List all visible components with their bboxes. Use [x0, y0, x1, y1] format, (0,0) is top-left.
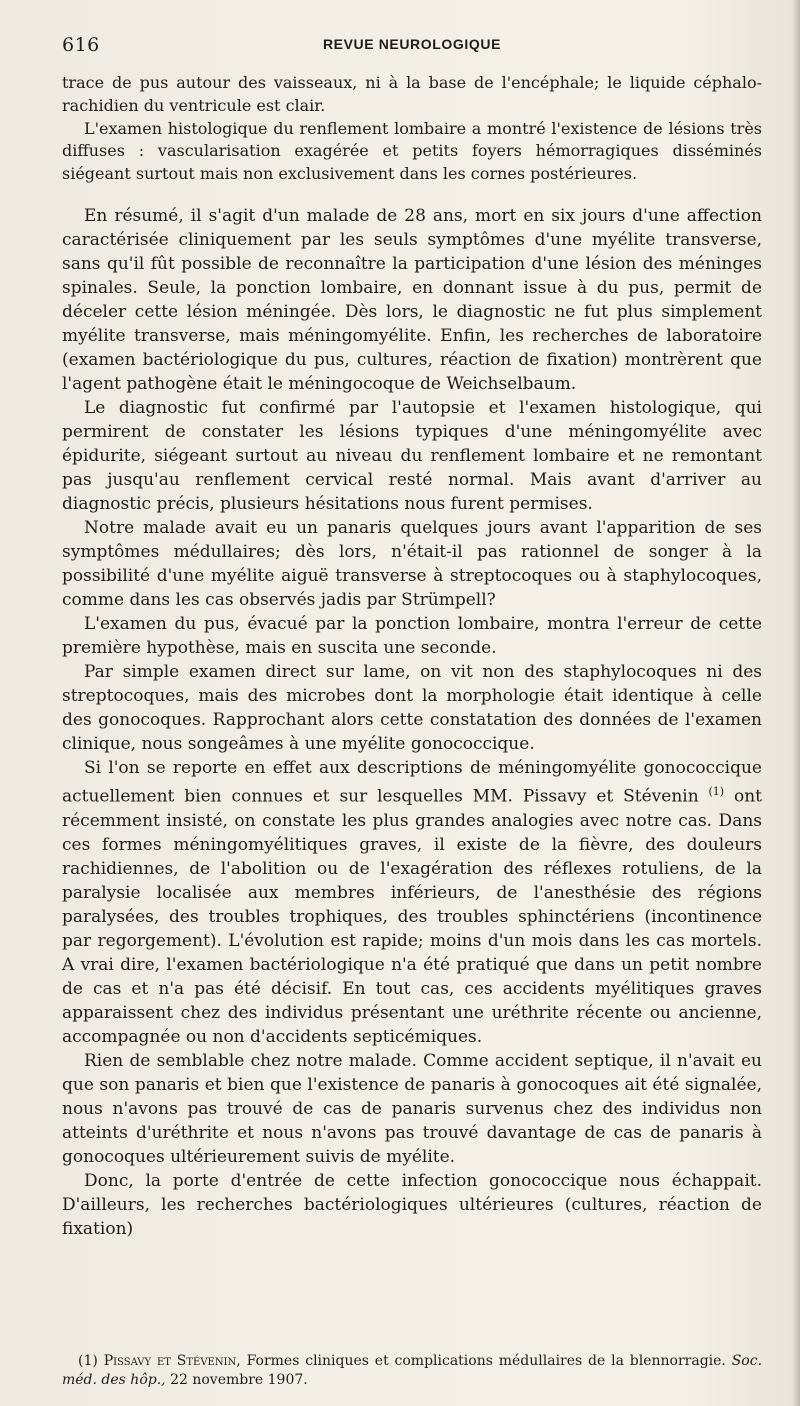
paragraph-gonococcal-end: ont récemment insisté, on constate les plus grandes analogies avec notre cas. Dans ces formes méningomyélitiques graves, il existe de la fièvre, des douleurs rachidiennes, de l'abolition ou de l'exagération des réflexes rotuliens, de la paralysie localisée aux membres inférieurs, de l'anesthésie des régions paralysées, des troubles trophiques, des troubles sphinctériens (incontinence par regorgement). L'évolution est rapide; moins d'un mois dans les cas mortels. A vrai dire, l'examen bactériologique n'a été pratiqué que dans un petit nombre de cas et n'a pas été décisif. En tout cas, ces accidents myélitiques graves apparaissent chez des individus présentant une uréthrite récente ou ancienne, accompagnée ou non d'accidents septicémiques.: [62, 786, 762, 1047]
paragraph-1: trace de pus autour des vaisseaux, ni à la base de l'encéphale; le liquide céphalo-rachidien du ventricule est clair.: [62, 73, 762, 115]
paragraph-pus-exam: L'examen du pus, évacué par la ponction lombaire, montra l'erreur de cette première hypothèse, mais en suscita une seconde.: [62, 613, 762, 658]
page-header: [62, 34, 762, 58]
footnote-authors: Pissavy et Stévenin,: [103, 1353, 241, 1369]
footnote-title: Formes cliniques et complications médullaires de la blennorragie.: [240, 1353, 726, 1369]
footnote-marker: (1): [78, 1353, 98, 1369]
running-head: REVUE NEUROLOGIQUE: [322, 36, 502, 52]
paragraph-diagnosis: Le diagnostic fut confirmé par l'autopsie et l'examen histologique, qui permirent de constater les lésions typiques d'une méningomyélite avec épidurite, siégeant surtout au niveau du renflement lombaire et ne remontant pas jusqu'au renflement cervical resté normal. Mais avant d'arriver au diagnostic précis, plusieurs hésitations nous furent permises.: [62, 397, 762, 514]
article-body: [62, 72, 762, 1241]
footnote: [62, 1352, 762, 1390]
footnote-reference: (1): [708, 784, 725, 798]
paragraph-panaris: Notre malade avait eu un panaris quelques jours avant l'apparition de ses symptômes médullaires; dès lors, n'était-il pas rationnel de songer à la possibilité d'une myélite aiguë transverse à streptocoques ou à staphylocoques, comme dans les cas observés jadis par Strümpell?: [62, 517, 762, 610]
footnote-journal: Soc. méd. des hôp.,: [62, 1353, 763, 1388]
paragraph-nothing-similar: Rien de semblable chez notre malade. Comme accident septique, il n'avait eu que son panaris et bien que l'existence de panaris à gonocoques ait été signalée, nous n'avons pas trouvé de cas de panaris survenus chez des individus non atteints d'uréthrite et nous n'avons pas trouvé davantage de cas de panaris à gonocoques ultérieurement suivis de myélite.: [62, 1050, 762, 1167]
footnote-text: [62, 1352, 762, 1390]
page-edge-shadow: [792, 0, 800, 1406]
paragraph-summary: En résumé, il s'agit d'un malade de 28 ans, mort en six jours d'une affection caractérisée cliniquement par les seuls symptômes d'une myélite transverse, sans qu'il fût possible de reconnaître la participation d'une lésion des méninges spinales. Seule, la ponction lombaire, en donnant issue à du pus, permit de déceler cette lésion méningée. Dès lors, le diagnostic ne fut plus simplement myélite transverse, mais méningomyélite. Enfin, les recherches de laboratoire (examen bactériologique du pus, cultures, réaction de fixation) montrèrent que l'agent pathogène était le méningocoque de Weichselbaum.: [62, 205, 762, 394]
paragraph-gonococcal-start: Si l'on se reporte en effet aux descriptions de méningomyélite gonococcique actuellement bien connues et sur lesquelles MM. Pissavy et Stévenin: [62, 757, 762, 807]
paragraph-gonococcal: [62, 756, 762, 1049]
footnote-date: 22 novembre 1907.: [165, 1372, 308, 1388]
paragraph-2: L'examen histologique du renflement lombaire a montré l'existence de lésions très diffuses : vascularisation exagérée et petits foyers hémorragiques disséminés siégeant surtout mais non exclusivement dans les cornes postérieures.: [62, 118, 762, 184]
paragraph-conclusion: Donc, la porte d'entrée de cette infection gonococcique nous échappait. D'ailleurs, les recherches bactériologiques ultérieures (cultures, réaction de fixation): [62, 1170, 762, 1239]
section-gap: [62, 186, 762, 204]
paragraph-direct-exam: Par simple examen direct sur lame, on vit non des staphylocoques ni des streptocoques, mais des microbes dont la morphologie était identique à celle des gonocoques. Rapprochant alors cette constatation des données de l'examen clinique, nous songeâmes à une myélite gonococcique.: [62, 661, 762, 754]
page-number: 616: [62, 34, 100, 56]
